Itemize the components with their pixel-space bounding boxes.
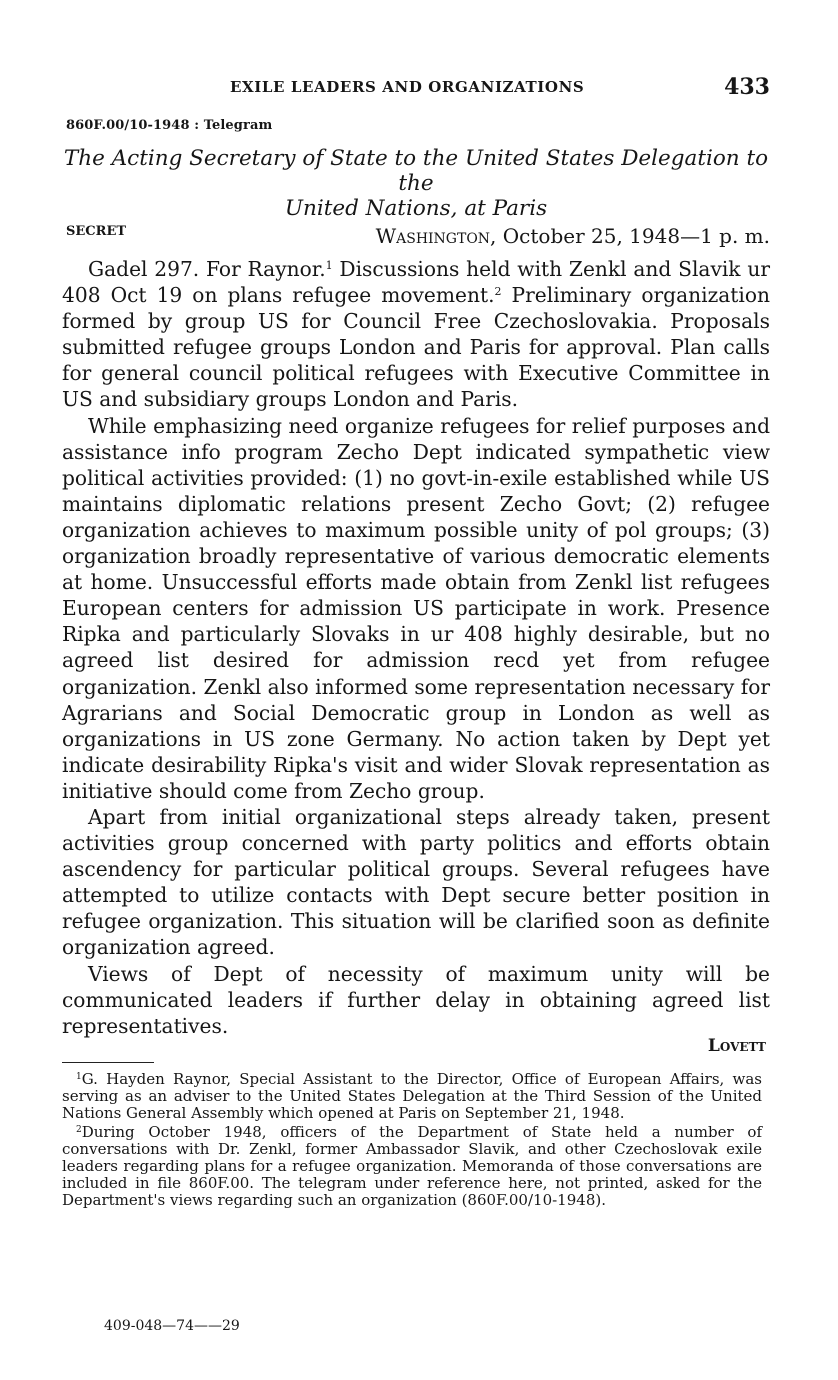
footnote-2-text: During October 1948, officers of the Department of State held a number of conversations with Dr. Zenkl, former Ambassador Slavik, and other Czechoslovak exile leaders regarding plans for a refugee organization. Memoranda of those conversations are included in file 860F.00. The telegram under reference here, not printed, asked for the Department's views regarding such an organization (860F.00/10-1948). [62, 1123, 762, 1209]
dateline [62, 224, 770, 254]
date: October 25, 1948—1 p. m. [502, 224, 770, 248]
paragraph-1-part-b: Discussions held with Zenkl and Slavik ur 408 Oct 19 on plans refugee movement. [62, 257, 770, 308]
signature: Lovett [707, 1036, 766, 1056]
paragraph-3: Apart from initial organizational steps already taken, present activities group concerned with party politics and efforts obtain ascendency for particular political groups. Several refugees have attempted to utilize contacts with Dept secure better position in refugee organization. This situation will be clarified soon as definite organization agreed. [62, 804, 770, 960]
place: Washington, [375, 224, 497, 248]
title-line-2: United Nations, at Paris [284, 196, 548, 221]
place-date [376, 224, 770, 248]
document-title [62, 146, 770, 221]
footnote-1 [62, 1071, 762, 1121]
page-header [62, 74, 770, 104]
file-reference: 860F.00/10-1948 : Telegram [66, 118, 273, 133]
paragraph-4: Views of Dept of necessity of maximum unity will be communicated leaders if further delay in obtaining agreed list representatives. [62, 961, 770, 1038]
document-page [62, 0, 770, 1380]
page-number: 433 [724, 74, 770, 100]
paragraph-1-part-c: Preliminary organization formed by group US for Council Free Czechoslovakia. Proposals submitted refugee groups London and Paris for approval. Plan calls for general council political refugees with Executive Committee in US and subsidiary groups London and Paris. [62, 283, 770, 412]
paragraph-1 [62, 256, 770, 413]
footnote-2-marker: 2 [76, 1125, 82, 1136]
classification-label: SECRET [66, 224, 127, 239]
footnote-ref-1: 1 [325, 259, 333, 272]
footnotes [62, 1071, 762, 1211]
footnote-ref-2: 2 [494, 285, 502, 299]
running-head: EXILE LEADERS AND ORGANIZATIONS [230, 78, 585, 96]
paragraph-2: While emphasizing need organize refugees for relief purposes and assistance info program Zecho Dept indicated sympathetic view political activities provided: (1) no govt-in-exile established while US maintains diplomatic relations present Zecho Govt; (2) refugee organization achieves to maximum possible unity of pol groups; (3) organization broadly representative of various democratic elements at home. Unsuccessful efforts made obtain from Zenkl list refugees European centers for admission US participate in work. Presence Ripka and particularly Slovaks in ur 408 highly desirable, but no agreed list desired for admission recd yet from refugee organization. Zenkl also informed some representation necessary for Agrarians and Social Democratic group in London as well as organizations in US zone Germany. No action taken by Dept yet indicate desirability Ripka's visit and wider Slovak representation as initiative should come from Zecho group. [62, 413, 770, 803]
footnote-1-text: G. Hayden Raynor, Special Assistant to the Director, Office of European Affairs, was serving as an adviser to the United States Delegation at the Third Session of the United Nations General Assembly which opened at Paris on September 21, 1948. [62, 1070, 762, 1122]
paragraph-1-part-a: Gadel 297. For Raynor. [88, 257, 326, 281]
footnote-divider [62, 1062, 154, 1063]
print-code: 409-048—74——29 [104, 1318, 240, 1334]
title-line-1: The Acting Secretary of State to the United States Delegation to the [63, 146, 769, 196]
footnote-2 [62, 1124, 762, 1208]
telegram-body [62, 256, 770, 1039]
footnote-1-marker: 1 [76, 1072, 82, 1082]
